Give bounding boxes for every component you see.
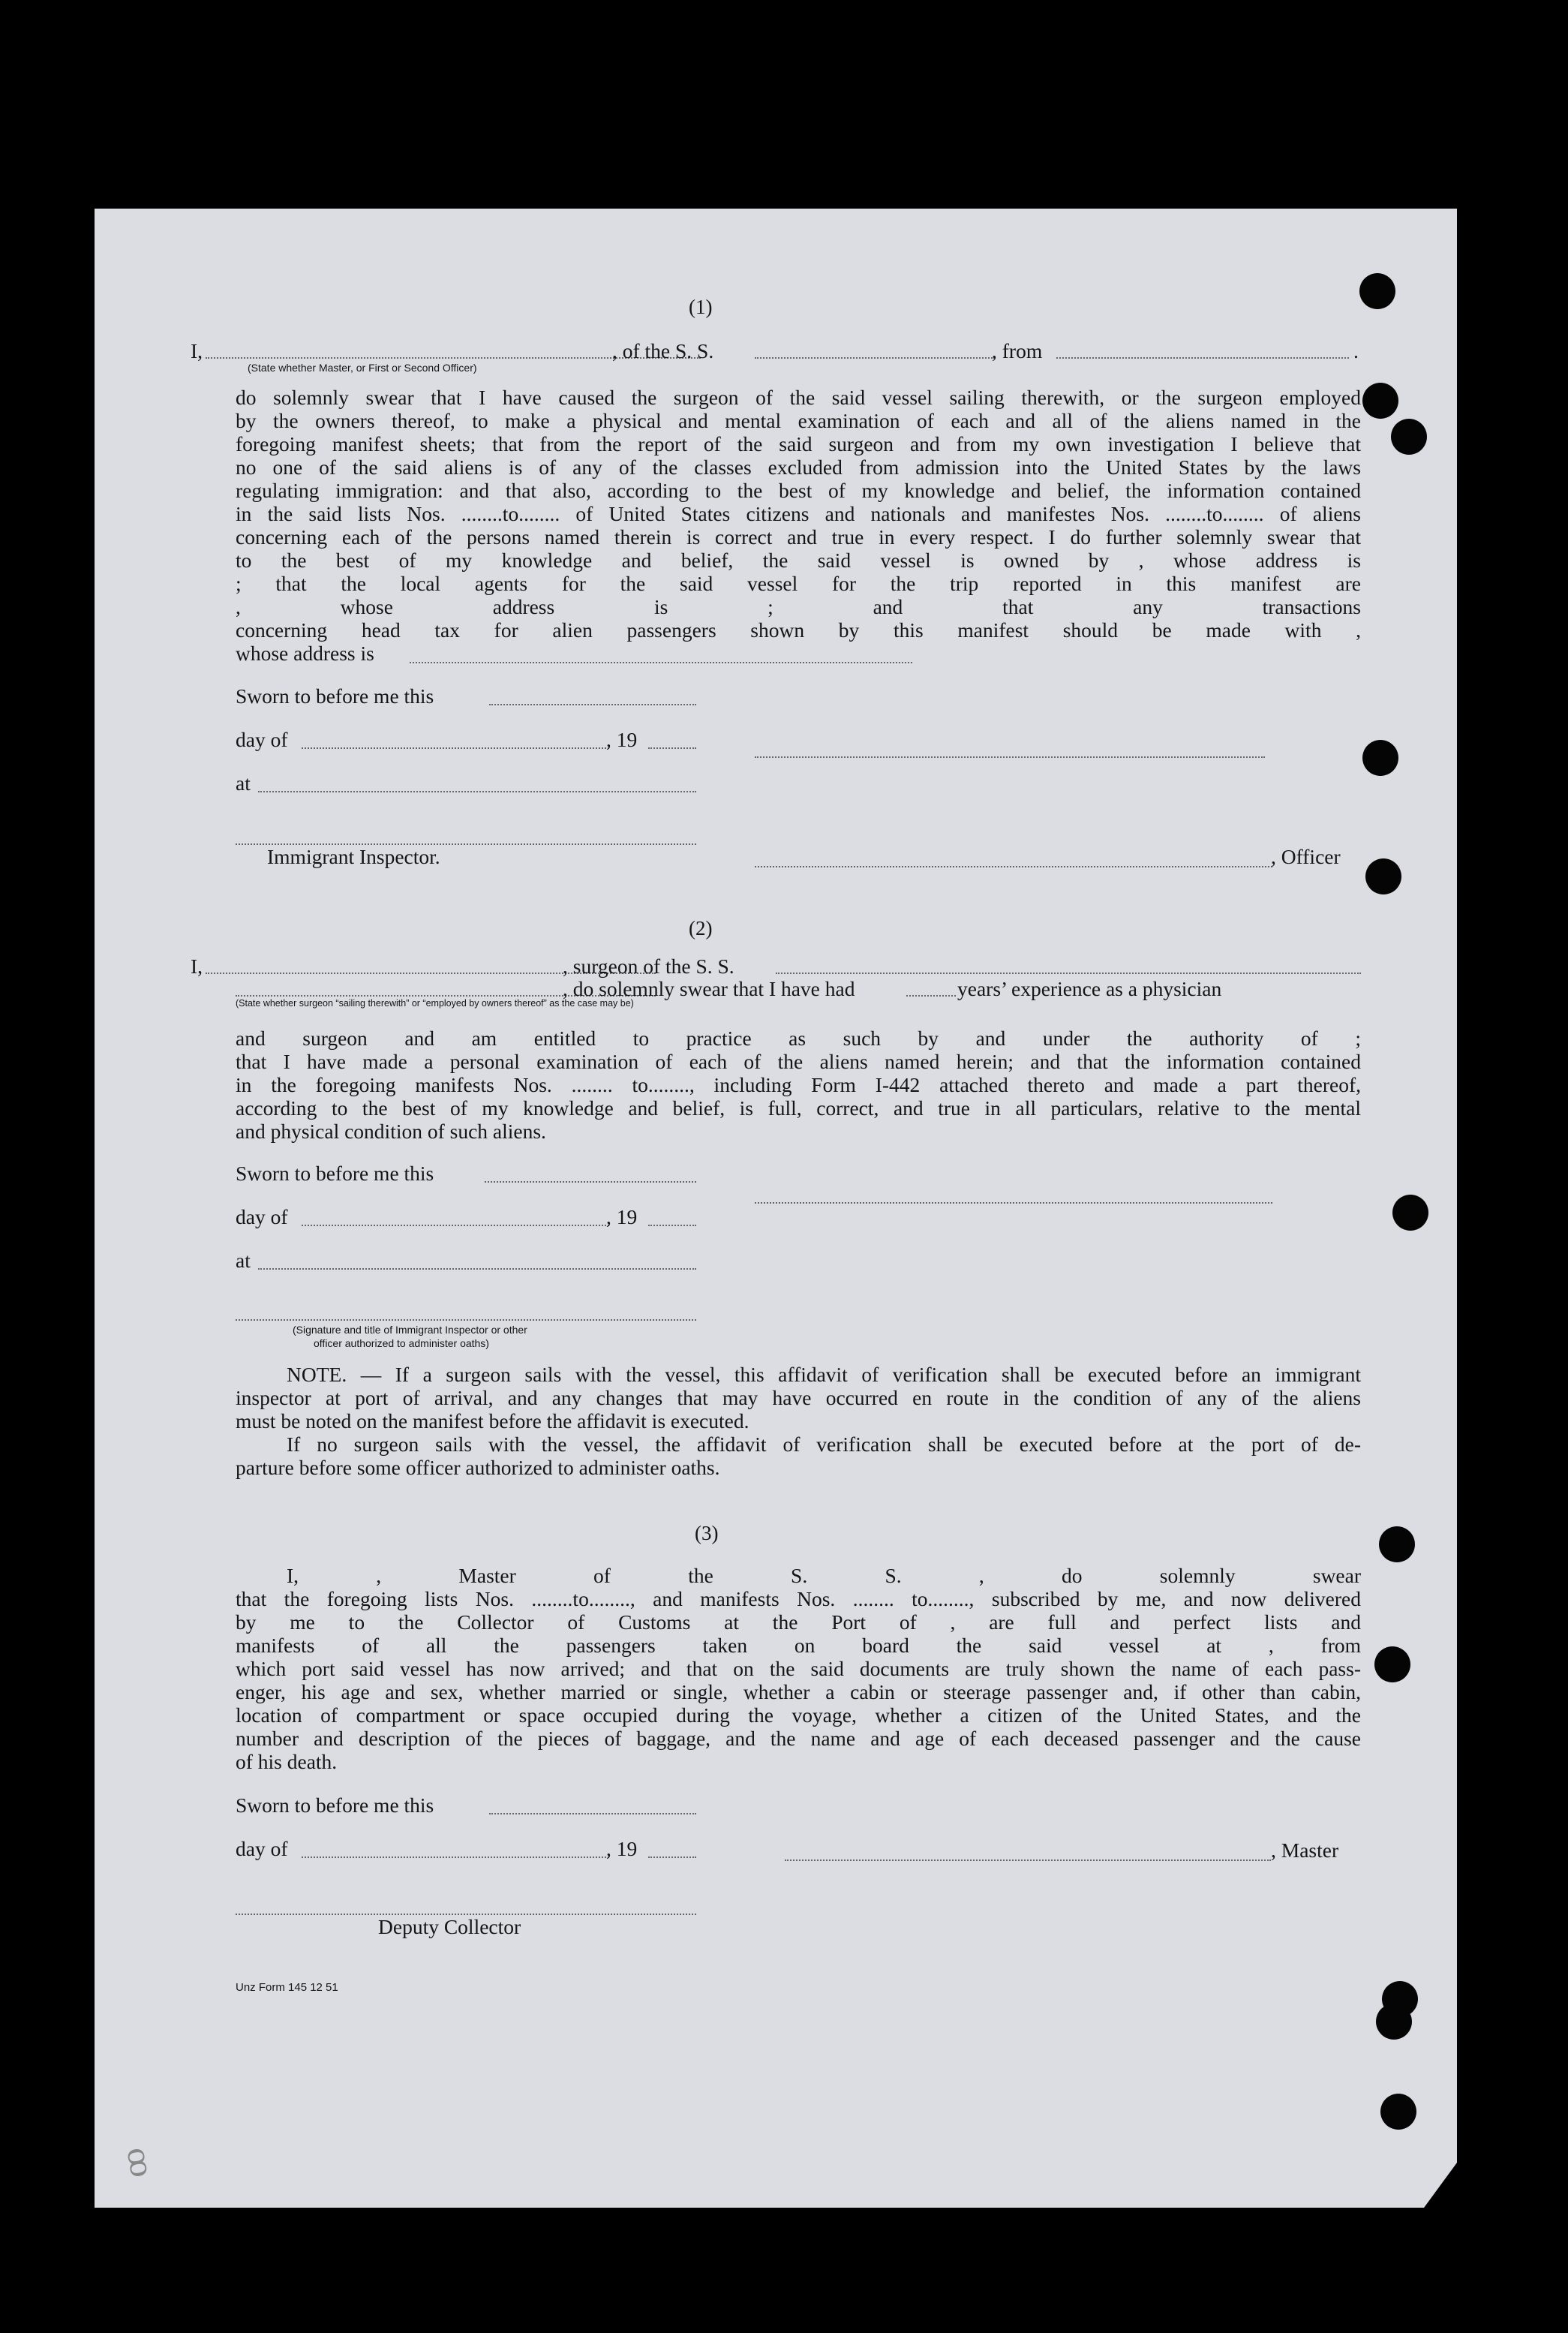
s2-at: at	[236, 1249, 251, 1272]
s2-paragraph-line: in the foregoing manifests Nos. ........ to........, including Form I-442 attached thereto and made a part thereof,	[236, 1073, 1361, 1096]
s1-paragraph-line: ; that the local agents for the said vessel for the trip reported in this manifest are	[236, 572, 1361, 595]
s1-paragraph-line: foregoing manifest sheets; that from the report of the said surgeon and from my own investigation I believe that	[236, 432, 1361, 455]
s2-paragraph-line: and surgeon and am entitled to practice as such by and under the authority of ;	[236, 1027, 1361, 1050]
s2-year-line[interactable]	[648, 1225, 696, 1226]
page-corner	[1424, 2163, 1457, 2208]
s3-paragraph-line: location of compartment or space occupied during the voyage, whether a citizen of the United States, and the	[236, 1703, 1361, 1727]
punch-hole	[1362, 740, 1398, 776]
s1-from-label: , from	[992, 339, 1043, 362]
s3-day-of-line[interactable]	[302, 1856, 609, 1858]
from-port-line[interactable]	[1056, 357, 1349, 359]
s3-paragraph-last: of his death.	[236, 1750, 338, 1773]
s1-paragraph-line: do solemnly swear that I have caused the surgeon of the said vessel sailing therewith, or the surgeon employed	[236, 386, 1361, 409]
s1-paragraph-line: to the best of my knowledge and belief, the said vessel is owned by , whose address is	[236, 549, 1361, 572]
s3-paragraph-line: number and description of the pieces of baggage, and the name and age of each deceased passenger and the cause	[236, 1727, 1361, 1750]
punch-hole	[1391, 419, 1427, 455]
surgeon-vessel-line[interactable]	[776, 973, 1361, 974]
s3-sworn-line[interactable]	[489, 1813, 696, 1814]
s3-day-of: day of	[236, 1837, 288, 1860]
master-signature-line[interactable]	[785, 1859, 1271, 1861]
punch-hole	[1359, 273, 1395, 309]
s3-paragraph-line: which port said vessel has now arrived; and that on the said documents are truly shown the name of each pass-	[236, 1657, 1361, 1680]
s1-day-of: day of	[236, 728, 288, 751]
manifest-page	[95, 209, 1457, 2208]
s1-at: at	[236, 771, 251, 795]
s2-signature-line[interactable]	[236, 1319, 696, 1321]
s1-paragraph-line: in the said lists Nos. ........to........ of United States citizens and nationals and manifestes Nos. ........to........ of aliens	[236, 502, 1361, 525]
s1-nineteen: , 19	[606, 728, 638, 751]
s1-paragraph-last: whose address is	[236, 642, 374, 665]
s1-paragraph-line: regulating immigration: and that also, according to the best of my knowledge and belief, the information contained	[236, 479, 1361, 502]
punch-hole	[1362, 383, 1398, 419]
s1-paragraph-line: by the owners thereof, to make a physical and mental examination of each and all of the aliens named in the	[236, 409, 1361, 432]
s1-paragraph-line: no one of the said aliens is of any of the classes excluded from admission into the United States by the laws	[236, 455, 1361, 479]
at-line[interactable]	[258, 791, 696, 792]
surgeon-signature-line[interactable]	[755, 1202, 1272, 1204]
sig-note-2: officer authorized to administer oaths)	[314, 1337, 489, 1349]
inspector-label: Immigrant Inspector.	[267, 845, 440, 868]
s3-paragraph-line: that the foregoing lists Nos. ........to........, and manifests Nos. ........ to........, subscribed by me, and now delivered	[236, 1587, 1361, 1610]
s2-sworn: Sworn to before me this	[236, 1162, 434, 1185]
s3-paragraph-line: by me to the Collector of Customs at the Port of , are full and perfect lists and	[236, 1610, 1361, 1634]
deputy-label: Deputy Collector	[378, 1915, 521, 1938]
punch-hole	[1374, 1646, 1410, 1682]
s3-paragraph-line: enger, his age and sex, whether married or single, whether a cabin or steerage passenger and, if other than cabin,	[236, 1680, 1361, 1703]
s1-i-label: I,	[191, 339, 203, 362]
s3-paragraph-line: manifests of all the passengers taken on board the said vessel at , from	[236, 1634, 1361, 1657]
note-line: NOTE. — If a surgeon sails with the vessel, this affidavit of verification shall be executed before an immigrant	[287, 1363, 1361, 1386]
s2-at-line[interactable]	[258, 1268, 696, 1270]
surgeon-note: (State whether surgeon “sailing therewith” or “employed by owners thereof” as the case may be)	[236, 998, 634, 1009]
officer-signature-line[interactable]	[755, 756, 1265, 758]
s3-paragraph-line: I, , Master of the S. S. , do solemnly swear	[287, 1564, 1361, 1587]
officer-line[interactable]	[755, 866, 1272, 867]
s3-nineteen: , 19	[606, 1837, 638, 1860]
address-line[interactable]	[410, 662, 912, 663]
s1-sworn: Sworn to before me this	[236, 684, 434, 708]
s2-paragraph-line: that I have made a personal examination of each of the aliens named herein; and that the information contained	[236, 1050, 1361, 1073]
s2-day-of: day of	[236, 1205, 288, 1228]
sig-note-1: (Signature and title of Immigrant Inspector or other	[293, 1324, 527, 1336]
year-line[interactable]	[648, 747, 696, 749]
punch-hole	[1376, 2004, 1412, 2040]
s1-paragraph-line: , whose address is ; and that any transactions	[236, 595, 1361, 618]
s2-paragraph-last: and physical condition of such aliens.	[236, 1120, 546, 1143]
note2-last: parture before some officer authorized to administer oaths.	[236, 1456, 720, 1479]
punch-hole	[1380, 2094, 1416, 2130]
s2-paragraph-line: according to the best of my knowledge and belief, is full, correct, and true in all particulars, relative to the mental	[236, 1096, 1361, 1120]
section-number-2: (2)	[689, 917, 713, 940]
s3-sworn: Sworn to before me this	[236, 1793, 434, 1817]
margin-mark: ꝏ	[120, 2144, 159, 2181]
s1-paragraph-line: concerning head tax for alien passengers shown by this manifest should be made with ,	[236, 618, 1361, 642]
note-last: must be noted on the manifest before the affidavit is executed.	[236, 1409, 749, 1433]
note2-line: If no surgeon sails with the vessel, the affidavit of verification shall be executed before at the port of de-	[287, 1433, 1361, 1456]
s2-line2b: years’ experience as a physician	[957, 977, 1222, 1000]
section-number-1: (1)	[689, 296, 713, 318]
s2-sworn-line[interactable]	[485, 1181, 696, 1183]
section-number-3: (3)	[695, 1522, 719, 1544]
punch-hole	[1365, 858, 1401, 894]
s3-year-line[interactable]	[648, 1856, 696, 1858]
s2-nineteen: , 19	[606, 1205, 638, 1228]
punch-hole	[1379, 1526, 1415, 1562]
s2-day-of-line[interactable]	[302, 1225, 609, 1226]
s1-of-ss-label: , of the S. S.	[612, 339, 714, 362]
years-experience-line[interactable]	[906, 995, 956, 997]
s1-paragraph-line: concerning each of the persons named therein is correct and true in every respect. I do further solemnly swear that	[236, 525, 1361, 549]
officer-label: , Officer	[1271, 845, 1341, 868]
vessel-name-line[interactable]	[755, 357, 995, 359]
officer-note: (State whether Master, or First or Second Officer)	[248, 362, 477, 374]
master-label: , Master	[1271, 1838, 1339, 1862]
note-line: inspector at port of arrival, and any changes that may have occurred en route in the condition of any of the aliens	[236, 1386, 1361, 1409]
day-of-line[interactable]	[302, 747, 609, 749]
sworn-day-line[interactable]	[489, 704, 696, 705]
period: .	[1353, 339, 1359, 362]
punch-hole	[1392, 1195, 1428, 1231]
form-number: Unz Form 145 12 51	[236, 1981, 338, 1994]
s2-surgeon-label: , surgeon of the S. S.	[563, 955, 734, 978]
s2-i-label: I,	[191, 955, 203, 978]
s2-line2: , do solemnly swear that I have had	[563, 977, 855, 1000]
